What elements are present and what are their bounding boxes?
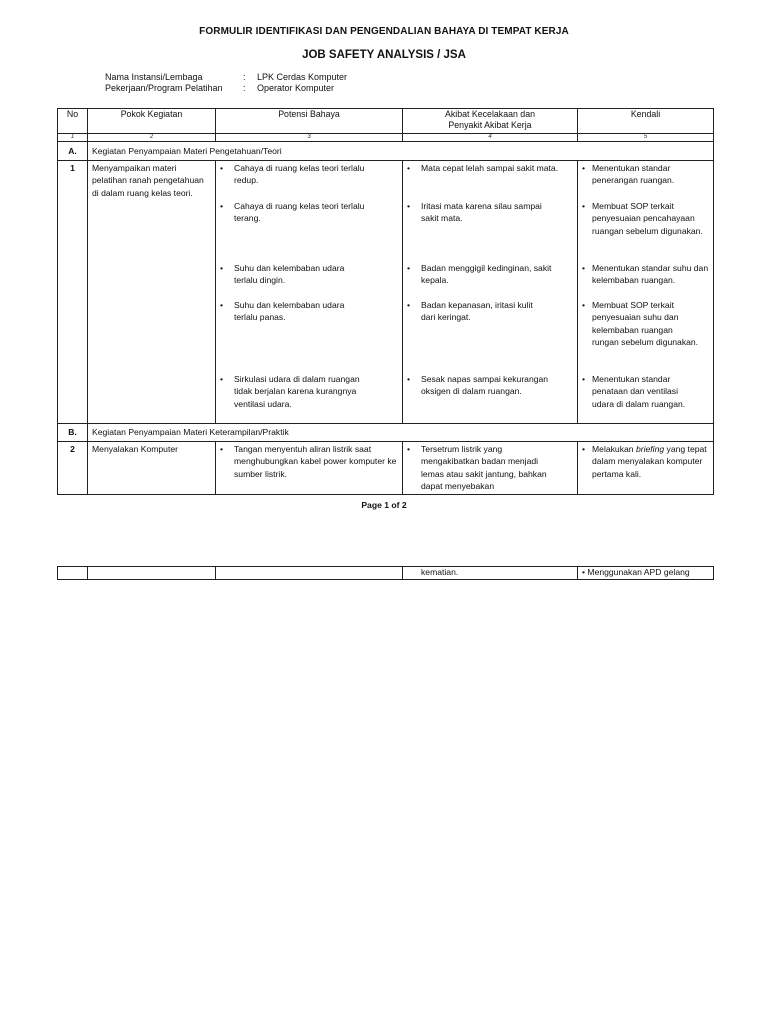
section-a-row [58,142,714,161]
list-item: • Tersetrum listrik yang mengakibatkan badan menjadi lemas atau sakit jantung, bahkan dapat menyebakan [407,444,547,492]
bullet-icon: • [582,444,586,454]
list-item: • Suhu dan kelembaban udara terlalu dingin. [220,263,345,286]
table-row [58,567,714,580]
list-item: • Tangan menyentuh aliran listrik saat menghubungkan kabel power komputer ke sumber listrik. [220,444,397,479]
list-item: • Sesak napas sampai kekurangan oksigen di dalam ruangan. [407,374,549,397]
list-item: • Melakukan briefing yang tepat dalam menyalakan komputer pertama kali. [582,444,707,479]
bullet-icon: • [582,163,586,173]
list-item: • Badan kepanasan, iritasi kulit dari keringat. [407,300,533,323]
bullet-icon: • [407,201,411,211]
table-row [58,161,714,424]
page-number: Page 1 of 2 [361,500,407,510]
cont-activity [88,567,216,580]
form-title: FORMULIR IDENTIFIKASI DAN PENGENDALIAN BAHAYA DI TEMPAT KERJA [199,26,569,37]
bullet-icon: • [407,374,411,384]
bullet-icon: • [582,567,586,577]
cont-control [578,567,714,580]
info-sep-program: : [243,83,246,93]
row1-controls [578,161,714,424]
header-effect-line2: Penyakit Akibat Kerja [448,120,532,130]
bullet-icon: • [220,163,224,173]
list-item: • Membuat SOP terkait penyesuaian pencahayaan ruangan sebelum digunakan. [582,201,703,236]
bullet-icon: • [407,444,411,454]
section-a-code: A. [58,142,88,161]
list-item: • Mata cepat lelah sampai sakit mata. [407,163,559,173]
list-item: • Cahaya di ruang kelas teori terlalu terang. [220,201,365,224]
list-item: • Cahaya di ruang kelas teori terlalu redup. [220,163,365,186]
section-b-title: Kegiatan Penyampaian Materi Keterampilan/Praktik [88,424,714,442]
header-effect-line1: Akibat Kecelakaan dan [445,109,535,119]
row2-control [578,442,714,495]
jsa-table-continuation [57,566,714,580]
form-subtitle: JOB SAFETY ANALYSIS / JSA [302,49,466,61]
bullet-icon: • [220,374,224,384]
info-value-institution: LPK Cerdas Komputer [257,72,348,82]
col-number: 1 [58,134,88,142]
col-number: 5 [578,134,714,142]
row1-no: 1 [58,161,88,424]
bullet-icon: • [220,201,224,211]
info-value-program: Operator Komputer [257,83,335,93]
cont-hazard [216,567,403,580]
col-number: 2 [88,134,216,142]
info-label-program: Pekerjaan/Program Pelatihan [105,83,223,93]
header-row [58,109,714,134]
col-number: 4 [403,134,578,142]
list-item: • Membuat SOP terkait penyesuaian suhu dan kelembaban ruangan rungan sebelum digunakan. [582,300,699,348]
bullet-icon: • [407,300,411,310]
row2-effect [403,442,578,495]
section-b-code: B. [58,424,88,442]
row1-activity: Menyampaikan materi pelatihan ranah pengetahuan di dalam ruang kelas teori. [88,161,216,424]
row2-activity: Menyalakan Komputer [88,442,216,495]
info-sep-institution: : [243,72,246,82]
bullet-icon: • [582,201,586,211]
table-row [58,442,714,495]
list-item: • Menentukan standar penerangan ruangan. [582,163,675,186]
cont-effect: kematian. [403,567,578,580]
briefing-emphasis: briefing [635,444,665,454]
list-item: • Menentukan standar penataan dan ventilasi udara di dalam ruangan. [582,374,686,409]
row1-effects [403,161,578,424]
bullet-icon: • [407,163,411,173]
list-item: • Iritasi mata karena silau sampai sakit mata. [407,201,542,224]
bullet-icon: • [220,263,224,273]
bullet-icon: • [220,444,224,454]
header-activity: Pokok Kegiatan [88,109,216,134]
header-effect [403,109,578,134]
bullet-icon: • [582,374,586,384]
list-item: • Sirkulasi udara di dalam ruangan tidak berjalan karena kurangnya ventilasi udara. [220,374,360,409]
bullet-icon: • [407,263,411,273]
row2-hazard [216,442,403,495]
cont-no [58,567,88,580]
list-item: • Menentukan standar suhu dan kelembaban ruangan. [582,263,709,286]
section-b-row [58,424,714,442]
header-no: No [58,109,88,134]
list-item: • Menggunakan APD gelang [582,567,690,577]
info-label-institution: Nama Instansi/Lembaga [105,72,203,82]
bullet-icon: • [220,300,224,310]
bullet-icon: • [582,263,586,273]
header-hazard: Potensi Bahaya [216,109,403,134]
row2-no: 2 [58,442,88,495]
list-item: • Suhu dan kelembaban udara terlalu panas. [220,300,345,323]
section-a-title: Kegiatan Penyampaian Materi Pengetahuan/Teori [88,142,714,161]
column-number-row [58,134,714,142]
col-number: 3 [216,134,403,142]
jsa-table [57,108,714,495]
header-control: Kendali [578,109,714,134]
row1-hazards [216,161,403,424]
bullet-icon: • [582,300,586,310]
list-item: • Badan menggigil kedinginan, sakit kepala. [407,263,552,286]
